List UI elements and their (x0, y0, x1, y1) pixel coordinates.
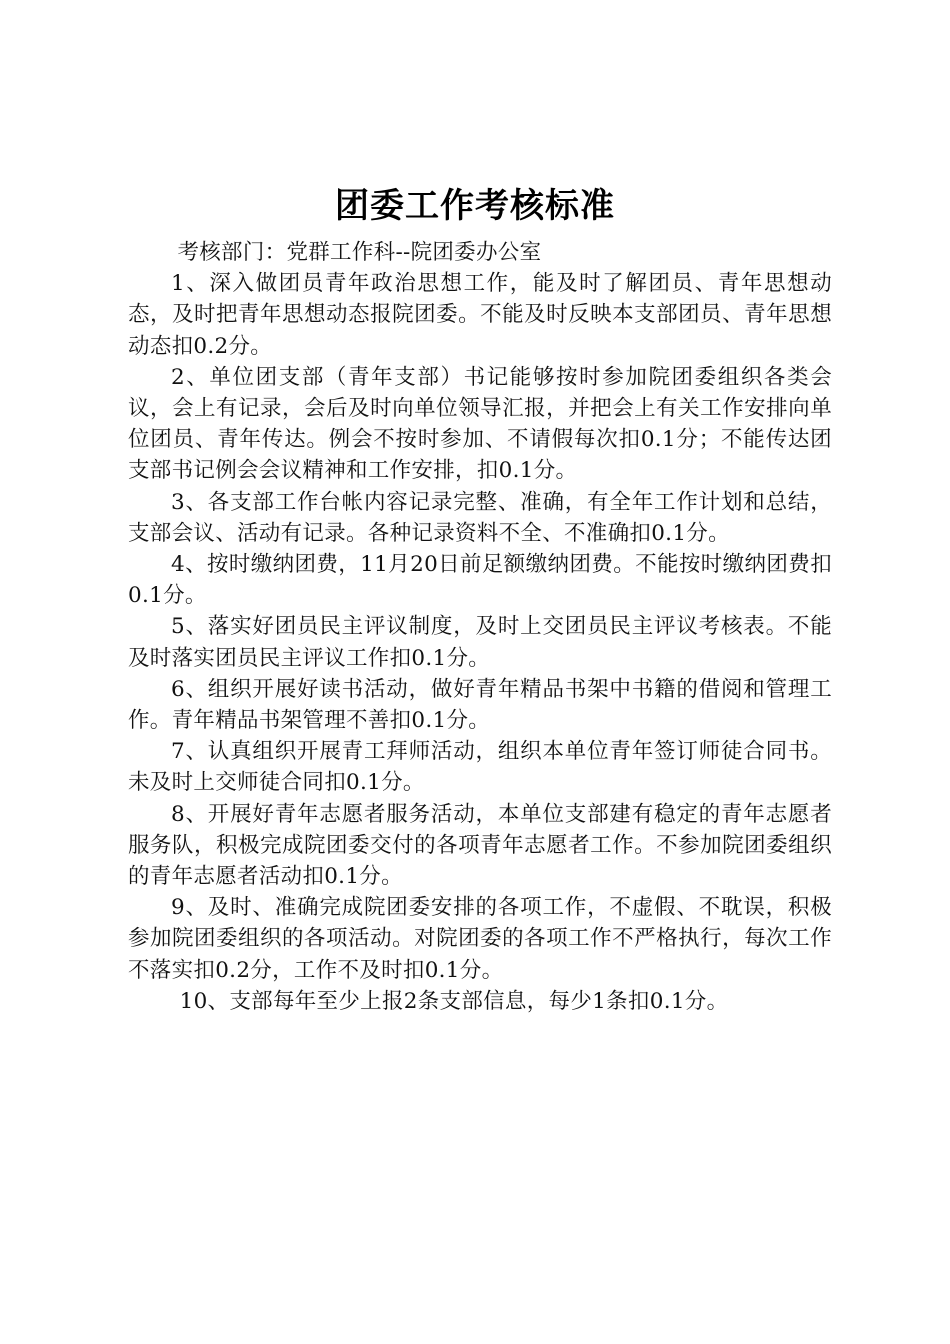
department-line: 考核部门：党群工作科--院团委办公室 (177, 240, 542, 265)
criterion-item-10: 10、支部每年至少上报2条支部信息，每少1条扣0.1分。 (179, 988, 729, 1014)
criterion-item-5: 5、落实好团员民主评议制度，及时上交团员民主评议考核表。不能及时落实团员民主评议工作扣0.1分。 (128, 614, 832, 671)
criterion-item-7: 7、认真组织开展青工拜师活动，组织本单位青年签订师徒合同书。未及时上交师徒合同扣0.1分。 (128, 739, 832, 796)
document-title: 团委工作考核标准 (335, 186, 615, 226)
criterion-item-1: 1、深入做团员青年政治思想工作，能及时了解团员、青年思想动态，及时把青年思想动态报院团委。不能及时反映本支部团员、青年思想动态扣0.2分。 (128, 271, 832, 359)
document-body (128, 237, 832, 1017)
criterion-item-4: 4、按时缴纳团费，11月20日前足额缴纳团费。不能按时缴纳团费扣0.1分。 (128, 552, 832, 609)
criterion-item-6: 6、组织开展好读书活动，做好青年精品书架中书籍的借阅和管理工作。青年精品书架管理不善扣0.1分。 (128, 676, 832, 734)
criterion-item-3: 3、各支部工作台帐内容记录完整、准确，有全年工作计划和总结，支部会议、活动有记录。各种记录资料不全、不准确扣0.1分。 (128, 489, 832, 546)
criterion-item-9: 9、及时、准确完成院团委安排的各项工作，不虚假、不耽误，积极参加院团委组织的各项活动。对院团委的各项工作不严格执行，每次工作不落实扣0.2分，工作不及时扣0.1分。 (128, 895, 832, 983)
criterion-item-2: 2、单位团支部（青年支部）书记能够按时参加院团委组织各类会议，会上有记录，会后及时向单位领导汇报，并把会上有关工作安排向单位团员、青年传达。例会不按时参加、不请假每次扣0.1分；不能传达团支部书记例会会议精神和工作安排，扣0.1分。 (128, 364, 832, 484)
criterion-item-8: 8、开展好青年志愿者服务活动，本单位支部建有稳定的青年志愿者服务队，积极完成院团委交付的各项青年志愿者工作。不参加院团委组织的青年志愿者活动扣0.1分。 (128, 801, 832, 890)
